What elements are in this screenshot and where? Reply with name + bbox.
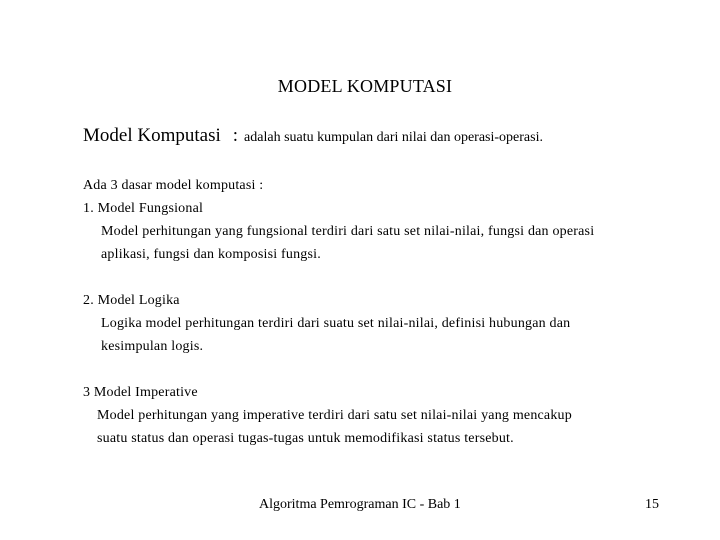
footer-course: Algoritma Pemrograman IC - Bab 1 [259,497,461,512]
model-1-line-1: Model perhitungan yang fungsional terdiri dari satu set nilai-nilai, fungsi dan operasi [101,224,595,239]
model-3-heading: 3 Model Imperative [83,385,198,400]
model-2-heading: 2. Model Logika [83,293,180,308]
model-2-line-2: kesimpulan logis. [101,339,204,354]
model-3-line-2: suatu status dan operasi tugas-tugas untuk memodifikasi status tersebut. [97,431,514,446]
page-number: 15 [645,497,659,512]
model-1-line-2: aplikasi, fungsi dan komposisi fungsi. [101,247,321,262]
model-3-line-1: Model perhitungan yang imperative terdiri dari satu set nilai-nilai yang mencakup [97,408,572,423]
model-1-heading: 1. Model Fungsional [83,201,204,216]
definition-colon: : [232,125,239,146]
intro-text: Ada 3 dasar model komputasi : [83,178,264,193]
model-2-line-1: Logika model perhitungan terdiri dari suatu set nilai-nilai, definisi hubungan dan [101,316,571,331]
definition-line [83,124,543,150]
definition-text: adalah suatu kumpulan dari nilai dan operasi-operasi. [244,130,543,145]
slide-title: MODEL KOMPUTASI [277,76,453,96]
definition-term: Model Komputasi [83,125,221,146]
